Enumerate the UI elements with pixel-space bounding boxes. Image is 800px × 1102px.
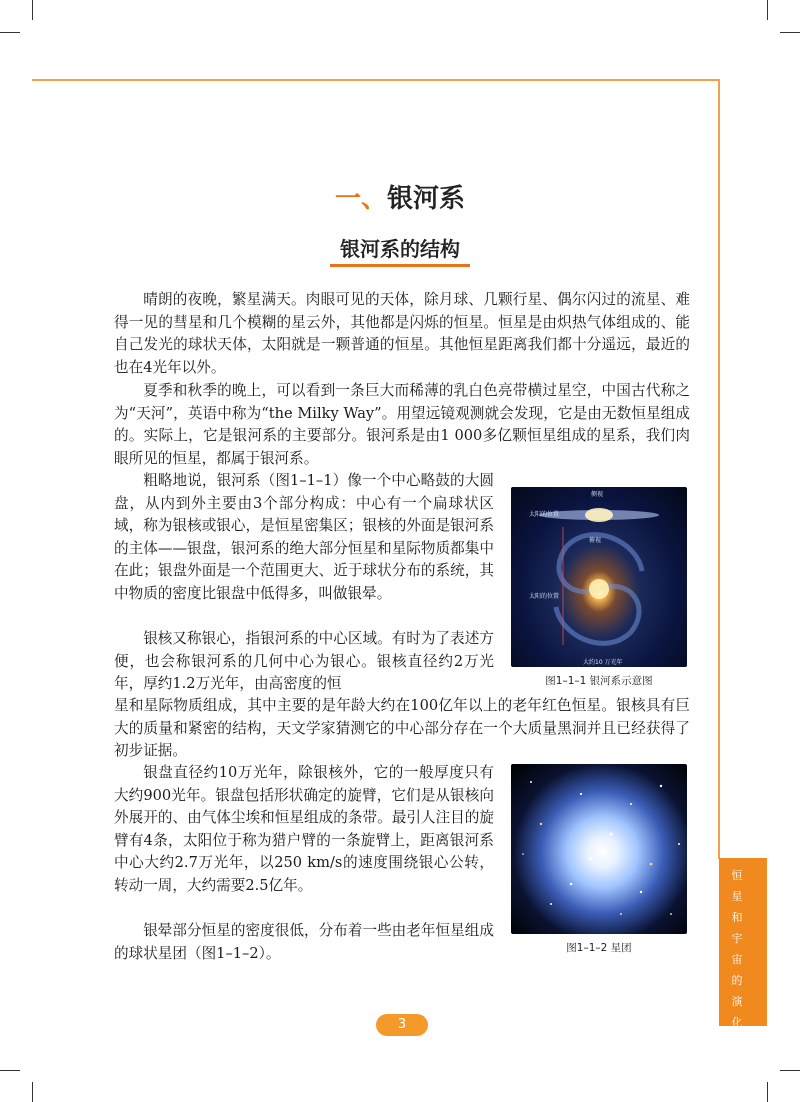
side-tab-char: 的 [731,974,743,987]
paragraph-3: 粗略地说，银河系（图1–1–1）像一个中心略鼓的大圆盘，从内到外主要由3个部分构成：中心有一个扁球状区域，称为银核或银心，是恒星密集区；银核的外面是银河系的主体——银盘，银河系的绝大部分恒星和星际物质都集中在此；银盘外面是一个范围更大、近于球状分布的系统，其中物质的密度比银盘中低得多，叫做银晕。 [114,472,494,602]
crop-mark [780,32,800,33]
figure-caption-1: 图1–1–1 银河系示意图 [545,675,653,687]
label-sun-position-top: 太阳的位置 [529,511,560,518]
figure-caption-2: 图1–1–2 星团 [566,942,632,954]
side-tab-char: 演 [731,995,743,1008]
chapter-side-tab [719,858,767,1029]
page-number: 3 [397,1017,407,1032]
star-cluster-icon [511,764,687,934]
chapter-number: 一、 [334,184,387,214]
crop-mark [767,1082,768,1102]
chapter-title [0,178,800,215]
paragraph-5: 银盘直径约10万光年，除银核外，它的一般厚度只有大约900光年。银盘包括形状确定的旋臂，它们是从银核向外展开的、由气体尘埃和恒星组成的条带。最引人注目的旋臂有4条，太阳位于称为猎户臂的一条旋臂上，距离银河系中心大约2.7万光年，以250 km/s的速度围绕银心公转，转动一周，大约需要2.5亿年。 [114,764,494,894]
star-cluster-image [511,764,687,934]
crop-mark [780,1070,800,1071]
side-tab-char: 化 [731,1016,743,1029]
paragraph-1: 晴朗的夜晚，繁星满天。肉眼可见的天体，除月球、几颗行星、偶尔闪过的流星、难得一见的彗星和几个模糊的星云外，其他都是闪烁的恒星。恒星是由炽热气体组成的、能自己发光的球状天体，太阳就是一颗普通的恒星。其他恒星距离我们都十分遥远，最近的也在4光年以外。 [114,291,690,376]
side-tab-char: 恒 [731,869,743,882]
side-tab-char: 和 [731,911,743,924]
page-frame-top [32,79,719,81]
paragraph-2: 夏季和秋季的晚上，可以看到一条巨大而稀薄的乳白色亮带横过星空，中国古代称之为“天河”，英语中称为“the Milky Way”。用望远镜观测就会发现，它是由无数恒星组成的。实际上，它是银河系的主要部分。银河系是由1 000多亿颗恒星组成的星系，我们肉眼所见的恒星，都属于银河系。 [114,382,690,467]
crop-mark [0,1070,20,1071]
paragraph-4a: 银核又称银心，指银河系的中心区域。有时为了表述方便，也会称银河系的几何中心为银心。银核直径约2万光年，厚约1.2万光年，由高密度的恒 [114,630,494,692]
label-sun-position-bottom: 太阳的位置 [529,593,560,600]
chapter-text: 银河系 [387,184,466,214]
section-title: 银河系的结构 [340,237,460,261]
label-top-view: 俯视 [589,537,602,544]
side-tab-char: 宇 [731,932,743,945]
section-underline [330,264,470,267]
label-side-view: 侧视 [591,491,604,498]
galaxy-diagram-image [511,487,687,667]
crop-mark [767,0,768,20]
side-tab-char: 宙 [731,953,743,966]
side-tab-char: 星 [731,890,743,903]
crop-mark [32,1082,33,1102]
crop-mark [0,32,20,33]
paragraph-6: 银晕部分恒星的密度很低，分布着一些由老年恒星组成的球状星团（图1–1–2）。 [114,922,494,962]
paragraph-4b: 星和星际物质组成，其中主要的是年龄大约在100亿年以上的老年红色恒星。银核具有巨大的质量和紧密的结构，天文学家猜测它的中心部分存在一个大质量黑洞并且已经获得了初步证据。 [114,697,690,759]
label-scale: 大约10 万光年 [583,659,623,666]
crop-mark [32,0,33,20]
